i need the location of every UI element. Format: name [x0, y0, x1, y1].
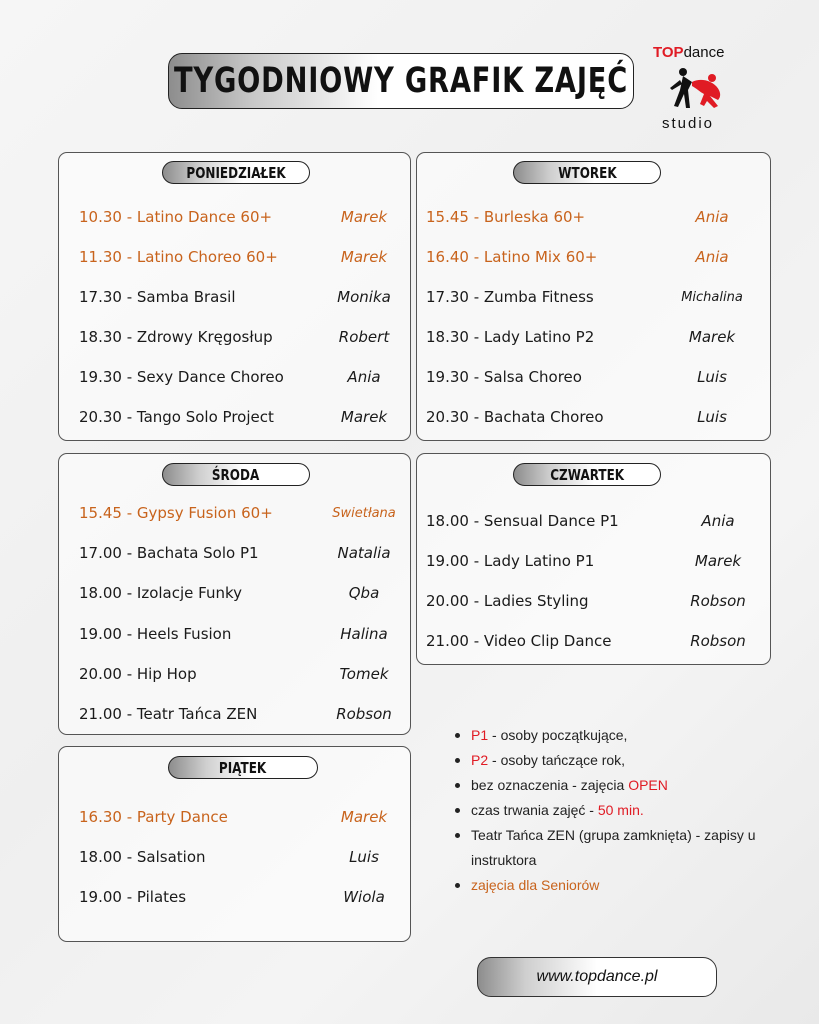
legend-item-p2: P2 - osoby tańczące rok,: [452, 748, 782, 773]
instructor-name: Michalina: [681, 289, 743, 305]
class-name: 18.00 - Sensual Dance P1: [426, 512, 619, 530]
website-pill[interactable]: [477, 957, 717, 997]
class-name: 10.30 - Latino Dance 60+: [79, 208, 273, 226]
logo-wordmark: TOPdance: [653, 44, 725, 61]
instructor-name: Luis: [349, 848, 379, 866]
legend-item-zen: Teatr Tańca ZEN (grupa zamknięta) - zapisy u instruktora: [452, 823, 782, 873]
class-name: 19.30 - Salsa Choreo: [426, 368, 582, 386]
class-name: 17.30 - Zumba Fitness: [426, 288, 594, 306]
wednesday-label: ŚRODA: [162, 463, 310, 486]
schedule-row: [79, 702, 424, 726]
class-name: 19.00 - Heels Fusion: [79, 624, 232, 643]
class-name: 18.30 - Zdrowy Kręgosłup: [79, 328, 273, 346]
class-name: 15.45 - Gypsy Fusion 60+: [79, 504, 273, 522]
schedule-title: [168, 53, 634, 109]
instructor-name: Robson: [690, 592, 746, 610]
legend-item-seniors: zajęcia dla Seniorów: [452, 873, 782, 898]
schedule-row: [426, 325, 772, 349]
schedule-row: [79, 885, 424, 909]
instructor-name: Marek: [340, 248, 388, 266]
instructor-name: Marek: [340, 208, 388, 226]
class-name: 11.30 - Latino Choreo 60+: [79, 248, 278, 266]
class-name: 18.00 - Izolacje Funky: [79, 584, 242, 603]
schedule-row: [426, 589, 778, 613]
legend-list: [452, 723, 782, 898]
schedule-row: [426, 549, 778, 573]
schedule-row: [426, 285, 772, 309]
class-name: 21.00 - Video Clip Dance: [426, 632, 612, 650]
class-name: 19.00 - Lady Latino P1: [426, 552, 595, 570]
tuesday-label: WTOREK: [513, 161, 661, 184]
class-name: 20.30 - Tango Solo Project: [79, 408, 274, 426]
dancing-couple-icon: [666, 66, 726, 116]
thursday-card: [416, 453, 771, 665]
class-name: 21.00 - Teatr Tańca ZEN: [79, 705, 258, 723]
instructor-name: Qba: [348, 584, 380, 603]
wednesday-card: [58, 453, 411, 735]
class-name: 18.00 - Salsation: [79, 848, 206, 866]
schedule-title-text: TYGODNIOWY GRAFIK ZAJĘĆ: [174, 61, 629, 101]
instructor-name: Wiola: [343, 888, 385, 906]
class-name: 20.00 - Ladies Styling: [426, 592, 589, 610]
website-link[interactable]: www.topdance.pl: [536, 968, 658, 985]
class-name: 17.30 - Samba Brasil: [79, 288, 236, 306]
class-name: 18.30 - Lady Latino P2: [426, 328, 595, 346]
instructor-name: Marek: [688, 328, 736, 346]
instructor-name: Marek: [340, 808, 388, 826]
schedule-row: [426, 629, 778, 653]
instructor-name: Marek: [694, 552, 742, 570]
legend-item-open: bez oznaczenia - zajęcia OPEN: [452, 773, 782, 798]
class-name: 15.45 - Burleska 60+: [426, 208, 586, 226]
legend-item-p1: P1 - osoby początkujące,: [452, 723, 782, 748]
friday-card: [58, 746, 411, 942]
instructor-name: Natalia: [337, 544, 391, 563]
monday-card: [58, 152, 411, 441]
schedule-row: [426, 245, 772, 269]
instructor-name: Ania: [695, 248, 729, 266]
class-name: 20.00 - Hip Hop: [79, 664, 197, 683]
thursday-label: CZWARTEK: [513, 463, 661, 486]
instructor-name: Halina: [340, 624, 388, 643]
instructor-name: Robson: [690, 632, 746, 650]
class-name: 16.30 - Party Dance: [79, 808, 228, 826]
schedule-row: [79, 581, 424, 605]
tuesday-card: [416, 152, 771, 441]
instructor-name: Luis: [697, 408, 727, 426]
class-name: 16.40 - Latino Mix 60+: [426, 248, 598, 266]
schedule-row: [426, 509, 778, 533]
topdance-logo: [648, 44, 740, 136]
instructor-name: Swietłana: [332, 505, 396, 521]
instructor-name: Tomek: [339, 664, 389, 683]
instructor-name: Robert: [338, 328, 390, 346]
schedule-row: [79, 245, 424, 269]
monday-label: PONIEDZIAŁEK: [162, 161, 310, 184]
class-name: 17.00 - Bachata Solo P1: [79, 544, 259, 563]
schedule-row: [79, 405, 424, 429]
schedule-row: [79, 845, 424, 869]
class-name: 19.30 - Sexy Dance Choreo: [79, 368, 284, 386]
schedule-row: [79, 622, 424, 646]
instructor-name: Monika: [337, 288, 391, 306]
schedule-row: [79, 325, 424, 349]
instructor-name: Marek: [340, 408, 388, 426]
instructor-name: Ania: [347, 368, 381, 386]
schedule-row: [79, 205, 424, 229]
schedule-row: [79, 285, 424, 309]
legend-item-duration: czas trwania zajęć - 50 min.: [452, 798, 782, 823]
schedule-row: [79, 501, 424, 525]
class-name: 19.00 - Pilates: [79, 888, 187, 906]
class-name: 20.30 - Bachata Choreo: [426, 408, 604, 426]
instructor-name: Robson: [336, 705, 392, 723]
schedule-row: [426, 365, 772, 389]
schedule-row: [426, 205, 772, 229]
friday-label: PIĄTEK: [168, 756, 318, 779]
schedule-row: [79, 805, 424, 829]
logo-studio: studio: [662, 115, 715, 132]
schedule-row: [79, 541, 424, 565]
instructor-name: Ania: [701, 512, 735, 530]
instructor-name: Ania: [695, 208, 729, 226]
instructor-name: Luis: [697, 368, 727, 386]
schedule-row: [426, 405, 772, 429]
schedule-row: [79, 365, 424, 389]
schedule-row: [79, 662, 424, 686]
